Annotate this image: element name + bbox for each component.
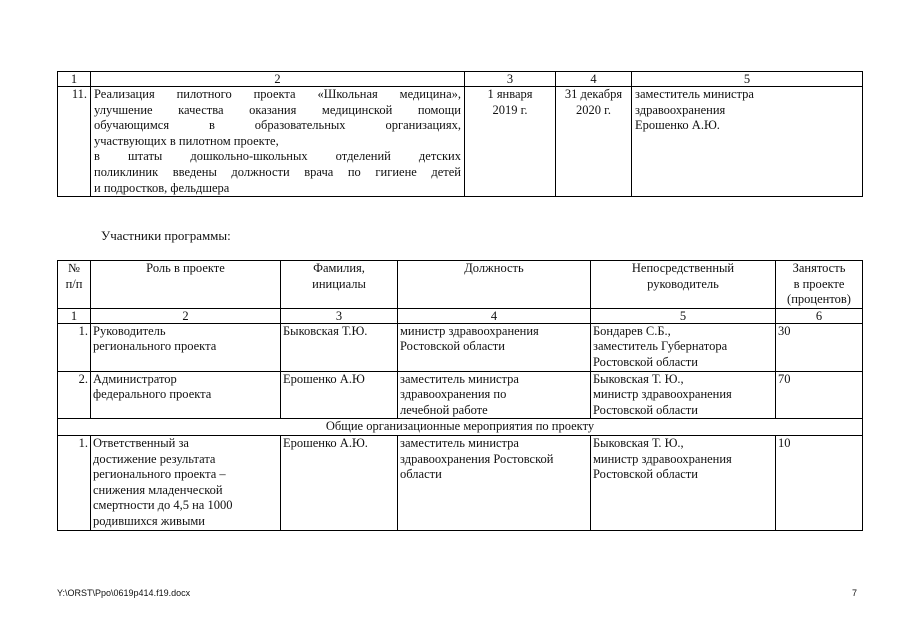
col-number: 2 (91, 72, 465, 87)
header-role: Роль в проекте (91, 261, 281, 309)
supervisor-line: Быковская Т. Ю., (593, 435, 684, 450)
header-position: Должность (398, 261, 591, 309)
header-line: № (68, 261, 80, 275)
supervisor-line: Ростовской области (593, 354, 698, 369)
role-cell (91, 323, 281, 371)
header-line: Непосредственный (631, 261, 735, 275)
start-date-line: 2019 г. (492, 102, 528, 117)
supervisor-cell (591, 371, 776, 419)
supervisor-cell (591, 435, 776, 530)
position-line: лечебной работе (400, 402, 488, 417)
supervisor-line: заместитель Губернатора (593, 339, 728, 354)
description-line: в штаты дошкольно-школьных отделений детских (94, 149, 461, 164)
position-line: здравоохранения по (400, 387, 507, 402)
position-line: Ростовской области (400, 339, 505, 354)
supervisor-line: министр здравоохранения (593, 451, 732, 466)
col-number: 3 (281, 308, 398, 323)
header-line: п/п (65, 276, 83, 291)
header-line: (процентов) (787, 292, 851, 307)
col-number: 3 (465, 72, 556, 87)
role-cell (91, 371, 281, 419)
table-row (58, 371, 863, 419)
col-number: 4 (398, 308, 591, 323)
role-line: Ответственный за (93, 435, 189, 450)
role-line: регионального проекта (93, 339, 217, 354)
start-date-line: 1 января (487, 87, 533, 101)
column-numbers-row (58, 72, 863, 87)
column-numbers-row (58, 308, 863, 323)
header-line: инициалы (312, 276, 366, 291)
activity-description (91, 87, 465, 197)
role-line: регионального проекта – (93, 467, 226, 482)
end-date (556, 87, 632, 197)
description-line: Реализация пилотного проекта «Школьная медицина», (94, 87, 461, 101)
end-date-line: 2020 г. (576, 102, 611, 117)
responsible-line: Ерошенко А.Ю. (635, 118, 720, 133)
position-cell (398, 371, 591, 419)
position-line: заместитель министра (400, 371, 519, 386)
responsible-line: здравоохранения (635, 102, 726, 117)
section-title: Общие организационные мероприятия по проекту (58, 419, 863, 436)
supervisor-line: Ростовской области (593, 402, 698, 417)
page-number: 7 (852, 588, 858, 598)
occupancy-cell: 30 (776, 323, 863, 371)
role-line: снижения младенческой (93, 482, 223, 497)
role-line: Руководитель (93, 323, 166, 338)
header-row (58, 261, 863, 309)
activities-table (57, 71, 863, 197)
name-cell: Ерошенко А.Ю (281, 371, 398, 419)
row-number: 1. (58, 323, 91, 371)
start-date (465, 87, 556, 197)
header-occupancy (776, 261, 863, 309)
position-cell (398, 435, 591, 530)
header-line: Фамилия, (313, 261, 365, 275)
end-date-line: 31 декабря (564, 87, 623, 101)
position-line: здравоохранения Ростовской (400, 451, 554, 466)
table-row (58, 323, 863, 371)
role-cell (91, 435, 281, 530)
supervisor-line: Быковская Т. Ю., (593, 371, 684, 386)
header-line: Занятость (792, 261, 846, 275)
name-cell: Быковская Т.Ю. (281, 323, 398, 371)
occupancy-cell: 70 (776, 371, 863, 419)
col-number: 1 (58, 72, 91, 87)
col-number: 5 (632, 72, 863, 87)
header-name (281, 261, 398, 309)
col-number: 1 (58, 308, 91, 323)
position-line: заместитель министра (400, 435, 519, 450)
position-cell (398, 323, 591, 371)
description-line: поликлиник введены должности врача по гигиене детей (94, 164, 461, 179)
participants-title: Участники программы: (101, 228, 231, 243)
row-number: 2. (58, 371, 91, 419)
table-row (58, 87, 863, 197)
table-row (58, 435, 863, 530)
section-header-row (58, 419, 863, 436)
description-line: обучающимся в образовательных организациях, (94, 118, 461, 133)
header-num (58, 261, 91, 309)
participants-table (57, 260, 863, 531)
col-number: 2 (91, 308, 281, 323)
role-line: федерального проекта (93, 387, 212, 402)
supervisor-cell (591, 323, 776, 371)
role-line: достижение результата (93, 451, 216, 466)
header-supervisor (591, 261, 776, 309)
col-number: 6 (776, 308, 863, 323)
responsible (632, 87, 863, 197)
description-line: и подростков, фельдшера (94, 180, 230, 195)
supervisor-line: министр здравоохранения (593, 387, 732, 402)
role-line: родившихся живыми (93, 513, 205, 528)
description-line: улучшение качества оказания медицинской помощи (94, 102, 461, 117)
header-line: руководитель (647, 276, 719, 291)
row-number: 11. (58, 87, 91, 197)
occupancy-cell: 10 (776, 435, 863, 530)
supervisor-line: Ростовской области (593, 467, 698, 482)
name-cell: Ерошенко А.Ю. (281, 435, 398, 530)
responsible-line: заместитель министра (635, 87, 754, 101)
footer-file-path: Y:\ORST\Ppo\0619p414.f19.docx (57, 588, 191, 598)
col-number: 5 (591, 308, 776, 323)
description-line: участвующих в пилотном проекте, (94, 133, 279, 148)
row-number: 1. (58, 435, 91, 530)
header-line: в проекте (793, 276, 845, 291)
supervisor-line: Бондарев С.Б., (593, 323, 671, 338)
role-line: Администратор (93, 371, 177, 386)
role-line: смертности до 4,5 на 1000 (93, 498, 233, 513)
col-number: 4 (556, 72, 632, 87)
position-line: министр здравоохранения (400, 323, 539, 338)
position-line: области (400, 467, 442, 482)
